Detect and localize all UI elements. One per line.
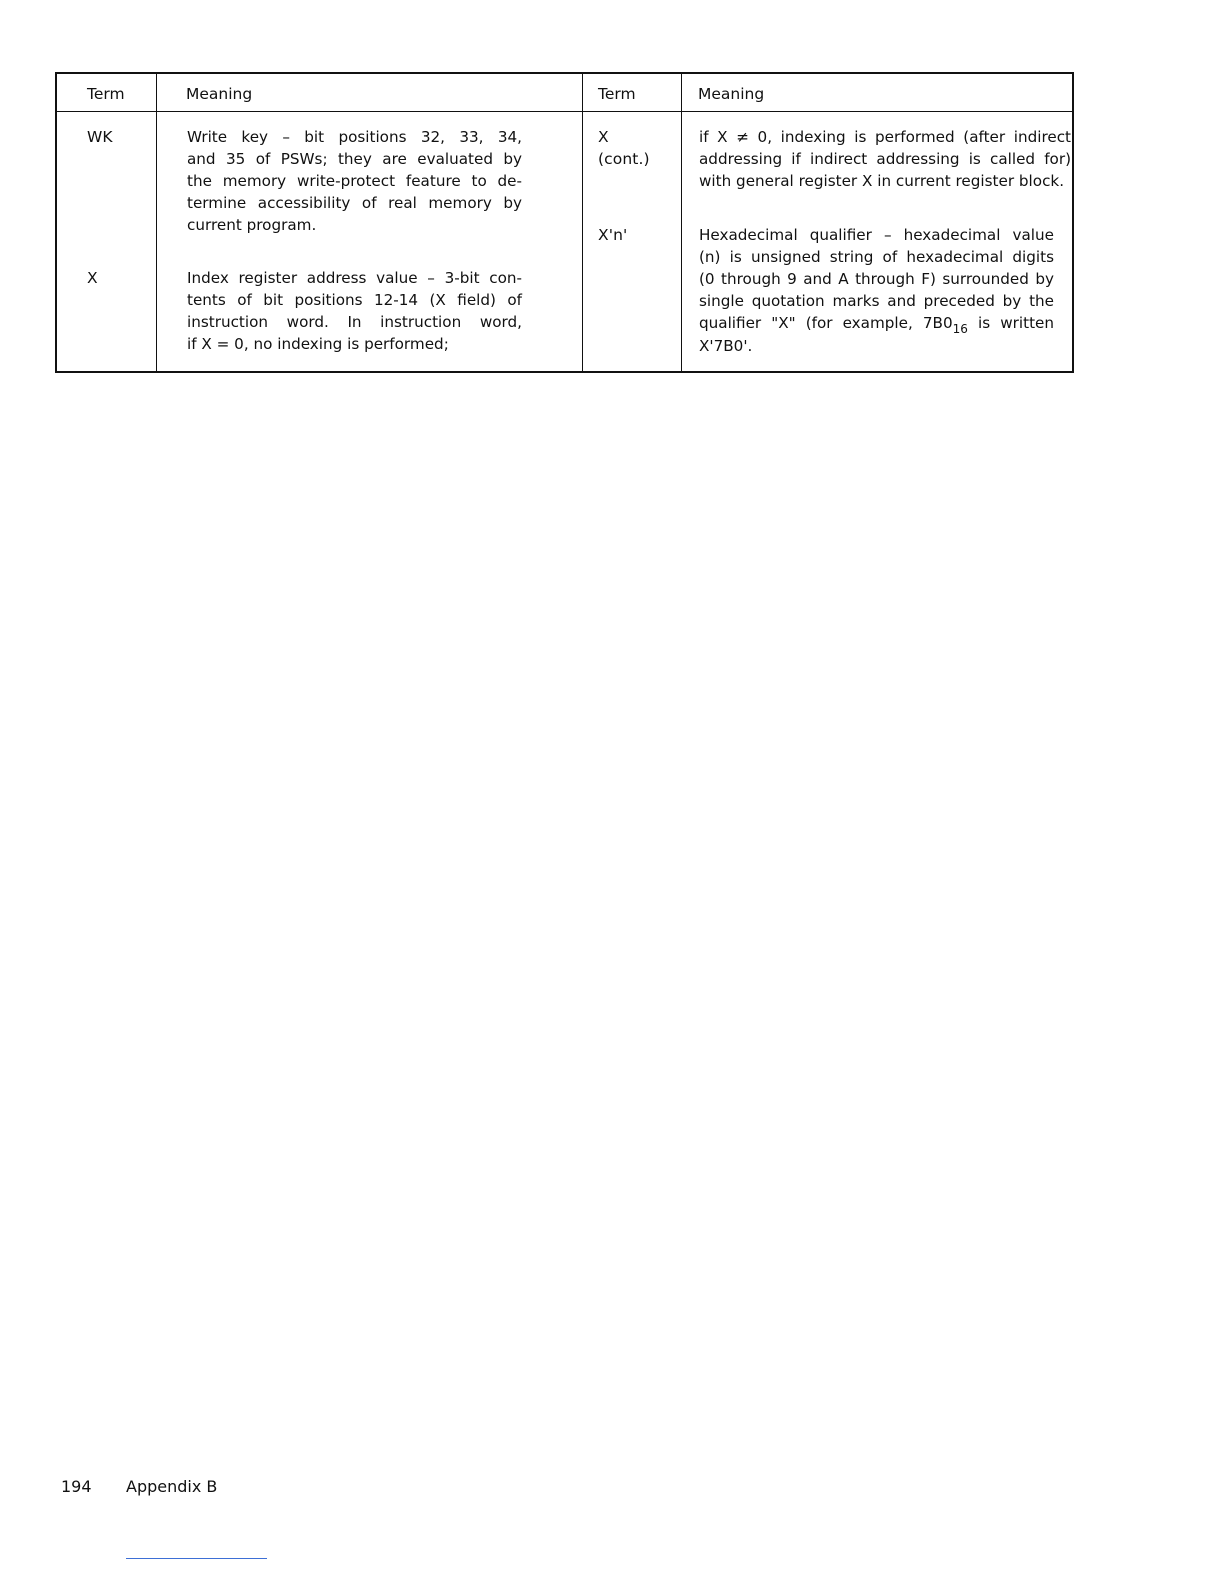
text-line: tents of bit positions 12-14 (X field) of [187, 291, 522, 309]
term-x-cont-note: (cont.) [598, 150, 650, 168]
text-fragment: is written [967, 314, 1054, 332]
text-line [699, 312, 1054, 335]
text-line: addressing if indirect addressing is called for) [699, 150, 1071, 168]
text-line: Hexadecimal qualifier – hexadecimal value [699, 226, 1054, 244]
text-line: if X = 0, no indexing is performed; [187, 335, 449, 353]
column-divider [156, 74, 157, 371]
text-line: and 35 of PSWs; they are evaluated by [187, 150, 522, 168]
term-wk: WK [87, 128, 113, 146]
header-term-left: Term [87, 85, 125, 103]
section-name: Appendix B [126, 1477, 218, 1496]
text-line: current program. [187, 216, 317, 234]
text-line: (n) is unsigned string of hexadecimal digits [699, 248, 1054, 266]
text-line: with general register X in current register block. [699, 172, 1065, 190]
column-divider [681, 74, 682, 371]
header-meaning-right: Meaning [698, 85, 765, 103]
text-line: X'7B0'. [699, 337, 753, 355]
text-line: termine accessibility of real memory by [187, 194, 522, 212]
term-x-cont: X [598, 128, 609, 146]
term-x-n: X'n' [598, 226, 628, 244]
scan-artifact-line [126, 1558, 267, 1559]
column-divider [582, 74, 583, 371]
text-line: the memory write-protect feature to de- [187, 172, 522, 190]
subscript: 16 [952, 322, 968, 336]
meaning-wk [187, 126, 522, 236]
text-line: Write key – bit positions 32, 33, 34, [187, 128, 522, 146]
header-term-right: Term [598, 85, 636, 103]
text-line: instruction word. In instruction word, [187, 313, 522, 331]
header-divider [57, 111, 1072, 112]
text-line: if X ≠ 0, indexing is performed (after indirect [699, 128, 1071, 146]
text-line: (0 through 9 and A through F) surrounded by [699, 270, 1054, 288]
term-x: X [87, 269, 98, 287]
text-line: single quotation marks and preceded by the [699, 292, 1054, 310]
text-line: Index register address value – 3-bit con- [187, 269, 522, 287]
text-fragment: qualifier "X" (for example, 7B0 [699, 314, 953, 332]
meaning-x-n [699, 224, 1054, 357]
meaning-x-cont [699, 126, 1071, 192]
glossary-table [55, 72, 1074, 373]
meaning-x [187, 267, 522, 355]
header-meaning-left: Meaning [186, 85, 253, 103]
page-number: 194 [61, 1477, 92, 1496]
